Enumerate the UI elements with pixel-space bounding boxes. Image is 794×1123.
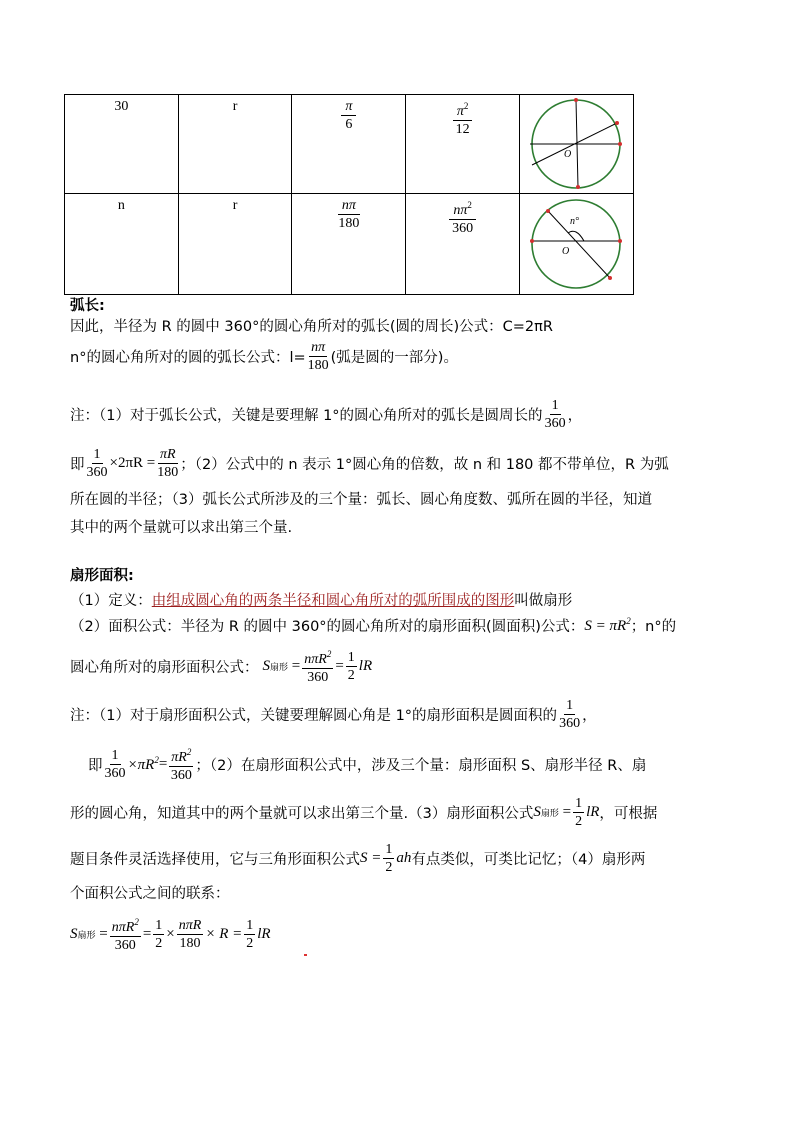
sector-definition — [70, 591, 730, 611]
half-fraction — [383, 841, 394, 876]
lR-term: lR — [358, 657, 373, 674]
arc-denominator: 180 — [338, 216, 360, 231]
fraction-numerator: πR — [159, 447, 176, 462]
radius-value: r — [232, 198, 238, 213]
sector-note-expression: ×πR — [127, 756, 155, 773]
arc-note-comma: ， — [567, 408, 583, 424]
area-tail: ；n°的 — [630, 619, 677, 635]
arc-numerator: π — [345, 99, 353, 114]
fraction-denominator: 360 — [114, 938, 136, 953]
sector-heading: 扇形面积: — [70, 568, 134, 584]
sector-final-formula: S 扇形 = nπR$^2$ 360 = $\frac{1}{2}$ × nπR 180 × R = $\frac{1}{2}$ lR — [70, 914, 271, 954]
arc-note-fraction-1 — [87, 446, 108, 481]
arc-formula-line — [70, 339, 458, 374]
area-denominator: 360 — [452, 221, 474, 236]
arc-note-line-4: 其中的两个量就可以求出第三个量. — [70, 520, 293, 536]
equals-sign: = — [158, 755, 168, 772]
area-numerator: π — [456, 104, 464, 119]
fraction-numerator: 1 — [575, 796, 583, 811]
arc-cell — [292, 194, 406, 295]
arc-note-text: ；（2）公式中的 n 表示 1°圆心角的倍数，故 n 和 180 都不带单位，R 为弧 — [180, 457, 669, 473]
chord-line — [548, 211, 610, 278]
point-top-left — [546, 209, 550, 213]
arc-circumference-line: 因此，半径为 R 的圆中 360°的圆心角所对的弧长(圆的周长)公式：C=2πR — [70, 319, 553, 335]
fraction-denominator: 2 — [347, 667, 355, 683]
arc-formula-prefix: n°的圆心角所对的圆的弧长公式：l= — [70, 350, 306, 366]
angle-label: n° — [570, 216, 580, 227]
radius-cell — [178, 95, 292, 194]
arc-note-expression: ×2πR = — [109, 455, 156, 471]
fraction-numerator: 1 — [551, 398, 559, 413]
sector-note-comma: ， — [582, 708, 597, 724]
area-exponent: 2 — [467, 200, 472, 210]
sector-note-line-2 — [88, 744, 646, 784]
fraction-denominator: 180 — [179, 935, 201, 951]
sector-note-text: ；（2）在扇形面积公式中，涉及三个量：扇形面积 S、扇形半径 R、扇 — [195, 757, 647, 774]
fraction-numerator: πR — [171, 750, 187, 765]
arc-numerator: nπ — [341, 198, 356, 213]
arc-note-line-3: 所在圆的半径；（3）弧长公式所涉及的三个量：弧长、圆心角度数、弧所在圆的半径，知道 — [70, 492, 652, 508]
fraction-numerator: nπR — [304, 652, 327, 667]
sector-subscript: 扇形 — [270, 662, 289, 673]
fraction-denominator: 360 — [307, 670, 329, 685]
area-fraction — [453, 98, 473, 138]
arc-formula-fraction — [308, 339, 329, 374]
formula-prefix: 圆心角所对的扇形面积公式： — [70, 659, 259, 676]
fraction-numerator: nπR — [178, 917, 202, 933]
circle-diagram-n — [520, 194, 632, 294]
fraction-numerator: nπ — [311, 340, 326, 355]
arc-note-prefix: 即 — [70, 457, 85, 473]
definition-suffix: 叫做扇形 — [514, 593, 573, 609]
sector-note-line-1 — [70, 697, 597, 732]
fraction-denominator: 2 — [246, 935, 254, 951]
sector-note-text: 题目条件灵活选择使用，它与三角形面积公式 — [70, 852, 360, 868]
area-cell — [406, 95, 520, 194]
arc-note-line-2 — [70, 446, 669, 481]
fraction-exponent: 2 — [326, 649, 332, 659]
formula-text: S = πR — [584, 618, 627, 634]
fraction-denominator: 180 — [157, 465, 179, 480]
point-right — [618, 239, 622, 243]
sector-subscript: 扇形 — [77, 930, 96, 941]
final-fraction-1 — [110, 914, 141, 954]
radius-cell — [178, 194, 292, 295]
half-fraction — [346, 649, 357, 684]
definition-prefix: （1）定义： — [70, 593, 152, 609]
circle-area-formula — [584, 616, 630, 635]
area-denominator: 12 — [455, 122, 470, 137]
circle-figure-cell — [519, 194, 633, 295]
lR-term: lR — [257, 925, 271, 942]
arc-denominator: 6 — [345, 117, 353, 132]
fraction-exponent: 2 — [186, 747, 192, 757]
arc-formula-suffix: (弧是圆的一部分)。 — [330, 350, 458, 366]
sector-note-line-4 — [70, 841, 645, 876]
fraction-denominator: 2 — [155, 935, 163, 951]
formula-exponent: 2 — [626, 616, 631, 626]
arc-note-fraction — [545, 397, 566, 432]
fraction-numerator: 1 — [111, 747, 119, 763]
fraction-denominator: 360 — [170, 768, 192, 783]
point-right — [618, 142, 622, 146]
area-numerator: nπ — [453, 203, 468, 218]
fraction-denominator: 2 — [385, 860, 393, 875]
final-expression: × R = — [205, 925, 243, 942]
point-top — [574, 98, 578, 102]
fraction-numerator: 1 — [93, 447, 101, 462]
circle-diagram-30 — [520, 95, 632, 193]
center-label: O — [562, 246, 570, 257]
circle-figure-cell — [519, 95, 633, 194]
sector-note-suffix: 有点类似，可类比记忆；（4）扇形两 — [411, 852, 646, 868]
angle-cell — [65, 95, 179, 194]
circle-table — [64, 94, 634, 295]
arc-note-fraction-2 — [157, 446, 178, 481]
final-half-fraction-2 — [244, 917, 255, 952]
area-cell — [406, 194, 520, 295]
sector-formula-line: 圆心角所对的扇形面积公式： S 扇形 = nπR$^2$ 360 = $\frac{1}{2}$ lR — [70, 646, 372, 686]
final-fraction-2 — [177, 917, 204, 952]
fraction-denominator: 360 — [544, 416, 566, 431]
sector-area-line — [70, 615, 676, 636]
fraction-numerator: nπR — [111, 920, 135, 935]
sector-note-text: 形的圆心角，知道其中的两个量就可以求出第三个量.（3）扇形面积公式 — [70, 806, 534, 822]
fraction-denominator: 360 — [559, 716, 581, 731]
arc-fraction — [341, 98, 356, 133]
fraction-numerator: 1 — [246, 917, 254, 933]
angle-value: 30 — [114, 99, 129, 114]
point-bottom-right — [608, 276, 612, 280]
point-right-top — [615, 121, 619, 125]
triangle-ah: ah — [396, 850, 412, 866]
point-bottom — [576, 185, 580, 189]
fraction-denominator: 360 — [86, 465, 108, 480]
table-row — [65, 95, 634, 194]
angle-value: n — [117, 198, 125, 213]
radius-value: r — [232, 99, 238, 114]
fraction-numerator: 1 — [155, 917, 163, 933]
arc-note-line-1 — [70, 397, 582, 432]
sector-note-fraction-1 — [105, 747, 126, 782]
arc-cell — [292, 95, 406, 194]
point-left — [530, 239, 534, 243]
sector-note-line-3: 形的圆心角，知道其中的两个量就可以求出第三个量.（3）扇形面积公式 S 扇形 = $\frac{1}{2}$ lR ，可根据 — [70, 796, 658, 829]
sector-note-fraction — [559, 697, 580, 732]
fraction-numerator: 1 — [347, 649, 355, 665]
sector-fraction — [302, 646, 333, 686]
table-row — [65, 194, 634, 295]
sector-note-line-5: 个面积公式之间的联系： — [70, 886, 230, 902]
final-half-fraction — [153, 917, 164, 952]
paragraph-mark — [304, 954, 307, 956]
sector-note-prefix: 即 — [88, 757, 103, 774]
times-sign: × — [166, 925, 175, 942]
sector-note-text: 注：（1）对于扇形面积公式，关键要理解圆心角是 1°的扇形面积是圆面积的 — [70, 708, 558, 724]
arc-heading: 弧长: — [70, 298, 105, 314]
arc-note-text: 注：（1）对于弧长公式，关键是要理解 1°的圆心角所对的弧长是圆周长的 — [70, 408, 543, 424]
arc-fraction — [338, 197, 360, 232]
area-fraction — [449, 197, 476, 237]
half-fraction — [573, 795, 584, 830]
angle-cell — [65, 194, 179, 295]
triangle-S: S = — [360, 850, 382, 866]
definition-link[interactable]: 由组成圆心角的两条半径和圆心角所对的弧所围成的图形 — [151, 593, 515, 609]
sector-subscript: 扇形 — [540, 809, 559, 819]
area-text: （2）面积公式：半径为 R 的圆中 360°的圆心角所对的扇形面积(圆面积)公式： — [70, 619, 585, 635]
fraction-numerator: 1 — [566, 698, 574, 713]
fraction-denominator: 2 — [575, 814, 583, 829]
area-exponent: 2 — [463, 101, 469, 111]
fraction-denominator: 360 — [104, 765, 126, 781]
fraction-exponent: 2 — [134, 917, 139, 927]
sector-note-fraction-2 — [169, 744, 193, 784]
fraction-denominator: 180 — [307, 358, 329, 373]
center-label: O — [564, 149, 572, 160]
expression-exponent: 2 — [154, 754, 159, 765]
angle-arc — [568, 231, 584, 241]
fraction-numerator: 1 — [385, 842, 393, 857]
lR-term: lR — [586, 804, 600, 820]
sector-note-suffix: ，可根据 — [599, 806, 658, 822]
